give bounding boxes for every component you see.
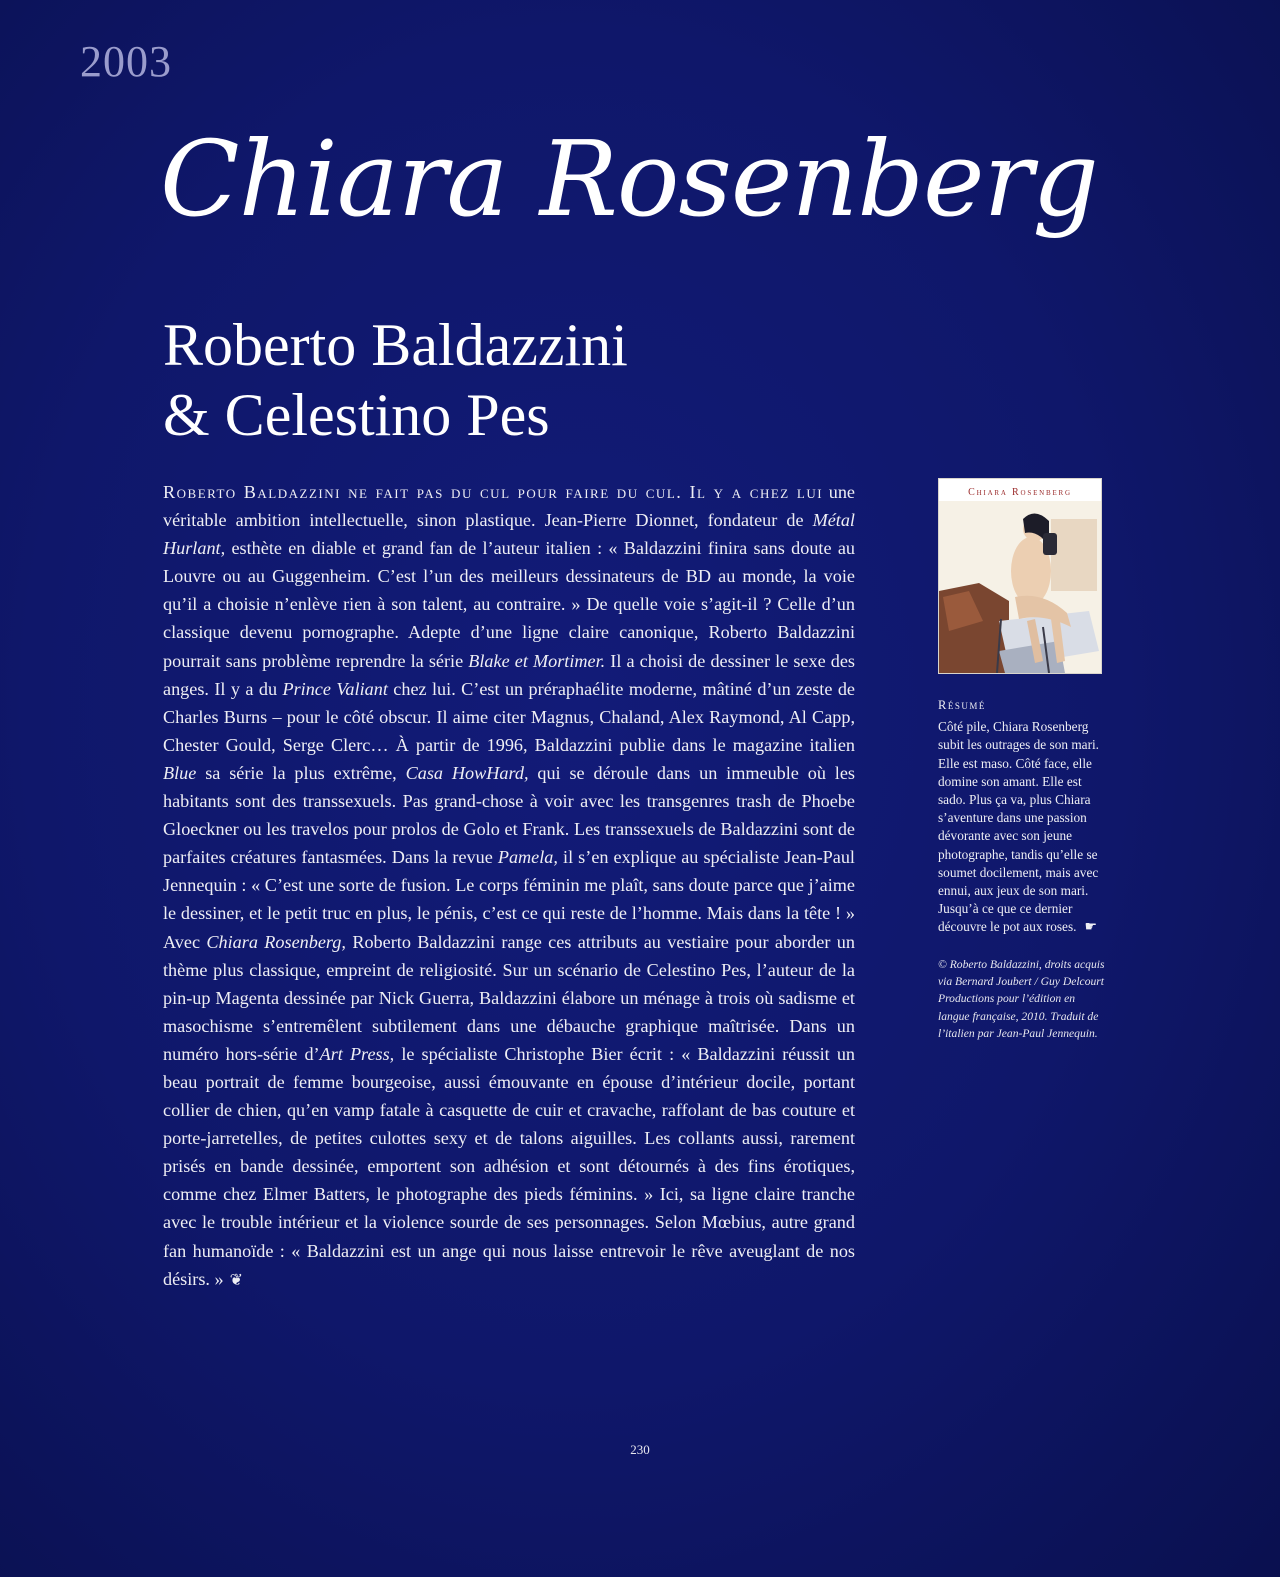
summary-text: Côté pile, Chiara Rosenberg subit les outrages de son mari. Elle est maso. Côté face, elle domine son amant. Elle est sado. Plus ça va, plus Chiara s’aventure dans une passion dévorante avec son jeune photographe, tandis qu’elle se soumet docilement, mais avec ennui, aux jeux de son mari. Jusqu’à ce que ce dernier découvre le pot aux roses. [938, 719, 1100, 935]
author-line-1: Roberto Baldazzini [163, 312, 628, 378]
body-text-run: il s’en explique au spécialiste Jean-Paul Jennequin : « C’est une sorte de fusion. Le corps féminin me plaît, sans doute parce que j’aime le dessiner, et le petit truc en plus, le pénis, c’est ce qui reste de l’homme. Mais dans la tête ! » Avec [163, 847, 855, 952]
body-text-run: le spécialiste Christophe Bier écrit : « Baldazzini réussit un beau portrait de femme bourgeoise, aussi émouvante en épouse d’intérieur docile, portant collier de chien, qu’en vamp fatale à casquette de cuir et cravache, raffolant de bas couture et porte-jarretelles, de petites culottes sexy et de talons aiguilles. Les collants aussi, rarement prisés en bande dessinée, emportent son adhésion et sont détournés à des fins érotiques, comme chez Elmer Batters, le photographe des pieds féminins. » Ici, sa ligne claire tranche avec le trouble intérieur et la violence sourde de ses personnages. Selon Mœbius, autre grand fan humanoïde : « Baldazzini est un ange qui nous laisse entrevoir le rêve aveuglant de nos désirs. » [163, 1043, 856, 1289]
italic-title-chiara-rosenberg: Chiara Rosenberg, [206, 931, 346, 952]
author-line-2: & Celestino Pes [163, 382, 550, 448]
fleuron-icon: ❦ [229, 1271, 244, 1289]
body-text-run: sa série la plus extrême, [196, 762, 406, 783]
lead-in-small-caps: Roberto Baldazzini ne fait pas du cul pour faire du cul. Il y a chez lui [163, 482, 824, 502]
italic-title-art-press: Art Press, [319, 1043, 395, 1064]
body-text-run: qui se déroule dans un immeuble où les habitants sont des transsexuels. Pas grand-chose à voir avec les transgenres trash de Phoebe Gloeckner ou les travelos pour prolos de Golo et Frank. Les transsexuels de Baldazzini sont de parfaites créatures fantasmées. Dans la revue [163, 762, 856, 868]
summary-sidebar [938, 696, 1106, 1043]
italic-title-blake-et-mortimer: Blake et Mortimer. [468, 650, 606, 671]
italic-title-blue: Blue [163, 762, 197, 783]
body-text-run: esthète en diable et grand fan de l’auteur italien : « Baldazzini finira sans doute au Louvre ou au Guggenheim. C’est l’un des meilleurs dessinateurs de BD au monde, la voie qu’il a choisie n’enlève rien à son talent, au contraire. » De quelle voie s’agit-il ? Celle d’un classique devenu pornographe. Adepte d’une ligne claire canonique, Roberto Baldazzini pourrait sans problème reprendre la série [163, 538, 855, 671]
article-body [163, 478, 855, 1295]
authors-block [163, 310, 628, 450]
italic-title-pamela: Pamela, [497, 847, 558, 868]
cover-illustration [939, 501, 1101, 673]
body-text-run: une véritable ambition intellectuelle, sinon plastique. Jean-Pierre Dionnet, fondateur de [163, 482, 855, 531]
italic-title-metal-hurlant: Métal Hurlant, [163, 510, 855, 559]
body-text-run: Roberto Baldazzini range ces attributs au vestiaire pour aborder un thème plus classique, empreint de religiosité. Sur un scénario de Celestino Pes, l’auteur de la pin-up Magenta dessinée par Nick Guerra, Baldazzini élabore un ménage à trois où sadisme et masochisme s’entremêlent subtilement dans une débauche graphique maîtrisée. Dans un numéro hors-série d’ [163, 931, 855, 1064]
body-text-run: chez lui. C’est un préraphaélite moderne, mâtiné d’un zeste de Charles Burns – pour le côté obscur. Il aime citer Magnus, Chaland, Alex Raymond, Al Capp, Chester Gould, Serge Clerc… À partir de 1996, Baldazzini publie dans le magazine italien [163, 678, 856, 755]
body-text-run: Il a choisi de dessiner le sexe des anges. Il y a du [163, 650, 855, 699]
summary-text-block [938, 718, 1106, 937]
pointing-hand-icon: ☛ [1084, 920, 1098, 936]
album-cover-thumbnail [938, 478, 1102, 674]
cover-title: Chiara Rosenberg [968, 487, 1072, 498]
copyright-credit: © Roberto Baldazzini, droits acquis via Bernard Joubert / Guy Delcourt Productions pour l’édition en langue française, 2010. Traduit de l’italien par Jean-Paul Jennequin. [938, 957, 1105, 1041]
summary-heading: Résumé [938, 698, 986, 712]
page-number: 230 [630, 1442, 650, 1457]
year-heading: 2003 [80, 37, 172, 86]
page-title: Chiara Rosenberg [160, 118, 1098, 240]
italic-title-casa-howhard: Casa HowHard, [405, 762, 529, 783]
italic-title-prince-valiant: Prince Valiant [282, 678, 388, 699]
article-paragraph [163, 478, 855, 1295]
